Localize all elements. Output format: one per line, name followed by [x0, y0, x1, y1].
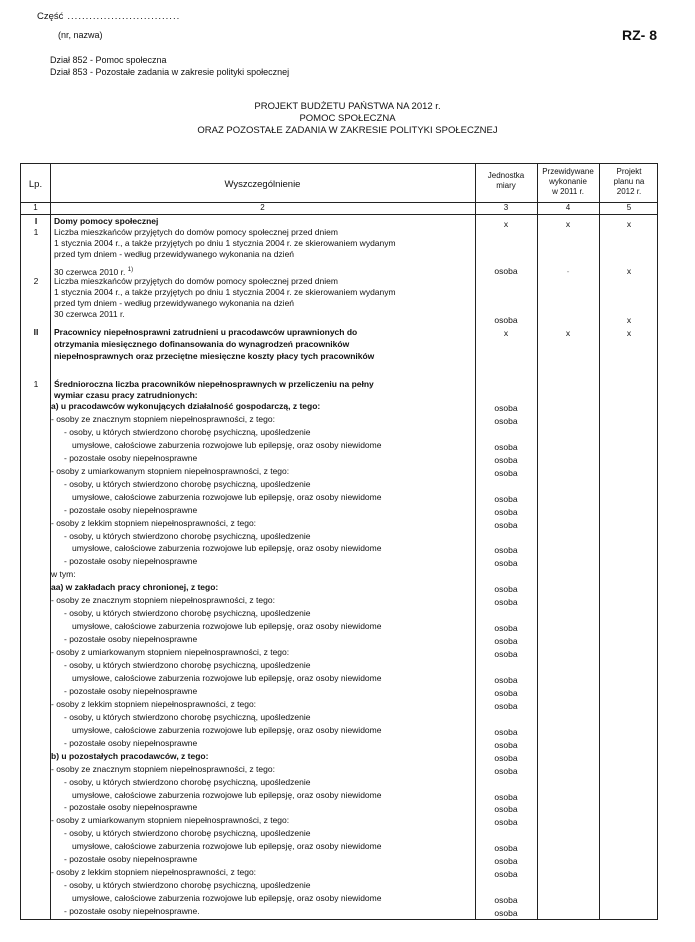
detail-row-unit: osoba [494, 856, 518, 867]
detail-row-unit: osoba [494, 584, 518, 595]
section1-item2-line4: 30 czerwca 2011 r. [54, 309, 125, 319]
detail-row-unit: osoba [494, 403, 518, 413]
detail-row-label: - pozostałe osoby niepełnosprawne [64, 685, 198, 696]
dzial-853: Dział 853 - Pozostałe zadania w zakresie polityki społecznej [50, 67, 290, 77]
detail-row-label: umysłowe, całościowe zaburzenia rozwojowe lub epilepsję, oraz osoby niewidome [72, 439, 382, 450]
header-wyszczegolnienie: Wyszczególnienie [224, 179, 301, 190]
detail-row-label: umysłowe, całościowe zaburzenia rozwojowe lub epilepsję, oraz osoby niewidome [72, 724, 382, 735]
detail-row-label: - osoby ze znacznym stopniem niepełnosprawności, z tego: [51, 763, 275, 774]
footnote-marker: 1) [127, 267, 134, 273]
section1-item1-line2: 1 stycznia 2004 r., a także przyjętych po dniu 1 stycznia 2004 r. ze skierowaniem wydanym [54, 238, 396, 248]
detail-row-unit: osoba [494, 791, 518, 802]
detail-row-label: umysłowe, całościowe zaburzenia rozwojowe lub epilepsję, oraz osoby niewidome [72, 621, 382, 632]
col-divider [537, 164, 538, 919]
header-przewidywane [537, 167, 599, 197]
czesc-label: Część [37, 11, 64, 22]
detail-row-unit: osoba [494, 908, 518, 919]
section1-item1-unit: osoba [494, 266, 518, 276]
detail-row-label: - pozostałe osoby niepełnosprawne [64, 556, 198, 567]
detail-row-unit: osoba [494, 895, 518, 906]
detail-row-label: - osoby, u których stwierdzono chorobę psychiczną, upośledzenie [64, 478, 311, 489]
section2-line2: otrzymania miesięcznego dofinansowania do wynagrodzeń pracowników [54, 339, 350, 349]
header-przewidywane-l1: Przewidywane [542, 167, 594, 176]
detail-row-label: - osoby, u których stwierdzono chorobę psychiczną, upośledzenie [64, 608, 311, 619]
detail-row-label: - osoby, u których stwierdzono chorobę psychiczną, upośledzenie [64, 426, 311, 437]
colnum-5: 5 [626, 203, 632, 212]
header-lp: Lp. [28, 179, 43, 190]
detail-row-unit: osoba [494, 467, 518, 478]
title-line-2: POMOC SPOŁECZNA [299, 113, 396, 124]
detail-row-label: - osoby z lekkim stopniem niepełnosprawności, z tego: [51, 517, 257, 528]
detail-row-label: - osoby z umiarkowanym stopniem niepełnosprawności, z tego: [51, 465, 290, 476]
detail-row-label: - osoby z lekkim stopniem niepełnosprawności, z tego: [51, 698, 257, 709]
header-przewidywane-l3: w 2011 r. [552, 187, 584, 196]
form-code: RZ- 8 [622, 27, 657, 43]
colnum-4: 4 [565, 203, 571, 212]
section1-item2-line3: przed tym dniem - według przewidywanego wykonania na dzień [54, 298, 295, 308]
title-line-3: ORAZ POZOSTAŁE ZADANIA W ZAKRESIE POLITYKI SPOŁECZNEJ [197, 125, 498, 136]
detail-row-label: - osoby, u których stwierdzono chorobę psychiczną, upośledzenie [64, 711, 311, 722]
detail-row-unit: osoba [494, 623, 518, 634]
detail-row-label: umysłowe, całościowe zaburzenia rozwojowe lub epilepsję, oraz osoby niewidome [72, 893, 382, 904]
header-jednostka-l1: Jednostka [487, 171, 525, 180]
header-jednostka [475, 171, 537, 191]
header-jednostka-l2: miary [496, 181, 516, 190]
detail-row-label: - pozostałe osoby niepełnosprawne [64, 854, 198, 865]
detail-row-unit: osoba [494, 674, 518, 685]
detail-row-label: - osoby, u których stwierdzono chorobę psychiczną, upośledzenie [64, 880, 311, 891]
detail-row-label: umysłowe, całościowe zaburzenia rozwojowe lub epilepsję, oraz osoby niewidome [72, 841, 382, 852]
detail-row-label: umysłowe, całościowe zaburzenia rozwojowe lub epilepsję, oraz osoby niewidome [72, 543, 382, 554]
detail-row-label: - osoby, u których stwierdzono chorobę psychiczną, upośledzenie [64, 660, 311, 670]
detail-row-label: - pozostałe osoby niepełnosprawne. [64, 906, 200, 917]
section1-mark-5: x [626, 219, 632, 229]
detail-row-label: - osoby, u których stwierdzono chorobę psychiczną, upośledzenie [64, 776, 311, 787]
section2-line1: Pracownicy niepełnosprawni zatrudnieni u pracodawców uprawnionych do [54, 327, 358, 337]
detail-row-unit: osoba [494, 700, 518, 711]
section2-item1-line1: Średnioroczna liczba pracowników niepełnosprawnych w przeliczeniu na pełny [54, 379, 374, 389]
czesc-dots: ............................... [67, 11, 181, 22]
section1-mark-3: x [503, 219, 509, 229]
section2-mark-3: x [503, 328, 509, 338]
colnum-2: 2 [260, 203, 265, 212]
detail-row-label: aa) w zakładach pracy chronionej, z tego: [51, 582, 219, 593]
detail-row-unit: osoba [494, 493, 518, 504]
section2-line3: niepełnosprawnych oraz przeciętne miesięczne koszty płacy tych pracowników [54, 351, 375, 361]
title-line-1: PROJEKT BUDŻETU PAŃSTWA NA 2012 r. [254, 101, 441, 112]
detail-row-unit: osoba [494, 545, 518, 556]
colnum-3: 3 [503, 203, 509, 212]
czesc-line [37, 11, 180, 22]
detail-row-label: - pozostałe osoby niepełnosprawne [64, 452, 198, 463]
header-projekt-l2: planu na [613, 177, 645, 186]
detail-row-unit: osoba [494, 752, 518, 763]
section1-title: Domy pomocy społecznej [54, 216, 159, 226]
nr-nazwa-label: (nr, nazwa) [58, 30, 103, 40]
detail-row-unit: osoba [494, 415, 518, 426]
detail-row-label: - osoby z umiarkowanym stopniem niepełnosprawności, z tego: [51, 647, 290, 658]
detail-row-label: a) u pracodawców wykonujących działalność gospodarczą, z tego: [51, 401, 321, 411]
detail-row-unit: osoba [494, 506, 518, 517]
header-projekt [599, 167, 659, 197]
header-przewidywane-l2: wykonanie [549, 177, 587, 186]
detail-row-unit: osoba [494, 765, 518, 776]
section2-item1-lp: 1 [33, 379, 39, 389]
section1-item1-line1: Liczba mieszkańców przyjętych do domów pomocy społecznej przed dniem [54, 227, 338, 237]
detail-row-unit: osoba [494, 636, 518, 647]
detail-row-unit: osoba [494, 558, 518, 569]
header-projekt-l1: Projekt [616, 167, 642, 176]
section2-lp: II [33, 327, 39, 337]
detail-row-label: - pozostałe osoby niepełnosprawne [64, 634, 198, 645]
detail-row-unit: osoba [494, 804, 518, 815]
detail-row-label: b) u pozostałych pracodawców, z tego: [51, 750, 209, 761]
section1-item1-lp: 1 [33, 227, 39, 237]
detail-row-unit: osoba [494, 843, 518, 854]
col-divider [599, 164, 600, 919]
section2-mark-5: x [626, 328, 632, 338]
detail-row-label: umysłowe, całościowe zaburzenia rozwojowe lub epilepsję, oraz osoby niewidome [72, 491, 382, 502]
detail-row-label: umysłowe, całościowe zaburzenia rozwojowe lub epilepsję, oraz osoby niewidome [72, 672, 382, 683]
detail-row-unit: osoba [494, 649, 518, 660]
section1-mark-4: x [565, 219, 571, 229]
section1-item2-col5: x [626, 315, 632, 325]
section1-item2-unit: osoba [494, 315, 518, 325]
detail-row-label: - pozostałe osoby niepełnosprawne [64, 737, 198, 748]
detail-row-unit: osoba [494, 519, 518, 530]
detail-row-label: - pozostałe osoby niepełnosprawne [64, 504, 198, 515]
detail-row-label: - osoby, u których stwierdzono chorobę psychiczną, upośledzenie [64, 828, 311, 839]
colnum-1: 1 [33, 203, 38, 212]
detail-row-unit: osoba [494, 687, 518, 698]
detail-row-unit: osoba [494, 726, 518, 737]
detail-row-label: - osoby z lekkim stopniem niepełnosprawności, z tego: [51, 867, 257, 878]
detail-row-unit: osoba [494, 817, 518, 828]
detail-row-unit: osoba [494, 597, 518, 608]
budget-table [20, 163, 658, 920]
section1-item2-line2: 1 stycznia 2004 r., a także przyjętych po dniu 1 stycznia 2004 r. ze skierowaniem wydanym [54, 287, 396, 297]
section1-item1-col4: - [566, 266, 570, 276]
detail-row-unit: osoba [494, 441, 518, 452]
detail-row-unit: osoba [494, 454, 518, 465]
section1-lp: I [34, 216, 38, 226]
detail-row-label: - osoby ze znacznym stopniem niepełnosprawności, z tego: [51, 595, 275, 606]
section1-item2-line1: Liczba mieszkańców przyjętych do domów pomocy społecznej przed dniem [54, 276, 338, 286]
section2-item1-line2: wymiar czasu pracy zatrudnionych: [54, 390, 198, 400]
detail-row-label: - osoby z umiarkowanym stopniem niepełnosprawności, z tego: [51, 815, 290, 826]
section2-mark-4: x [565, 328, 571, 338]
detail-row-label: - osoby, u których stwierdzono chorobę psychiczną, upośledzenie [64, 530, 311, 541]
detail-row-label: umysłowe, całościowe zaburzenia rozwojowe lub epilepsję, oraz osoby niewidome [72, 789, 382, 800]
section1-item1-line3: przed tym dniem - według przewidywanego wykonania na dzień [54, 249, 295, 259]
header-projekt-l3: 2012 r. [616, 187, 642, 196]
detail-row-unit: osoba [494, 869, 518, 880]
detail-row-label: - pozostałe osoby niepełnosprawne [64, 802, 198, 813]
section1-item1-date: 30 czerwca 2010 r. [54, 266, 126, 277]
detail-row-label: - osoby ze znacznym stopniem niepełnosprawności, z tego: [51, 413, 275, 424]
dzial-852: Dział 852 - Pomoc społeczna [50, 55, 167, 65]
section1-item2-lp: 2 [33, 276, 39, 286]
detail-row-label: w tym: [51, 569, 76, 580]
colnum-divider [21, 214, 657, 215]
section1-item1-col5: x [626, 266, 632, 276]
detail-row-unit: osoba [494, 739, 518, 750]
